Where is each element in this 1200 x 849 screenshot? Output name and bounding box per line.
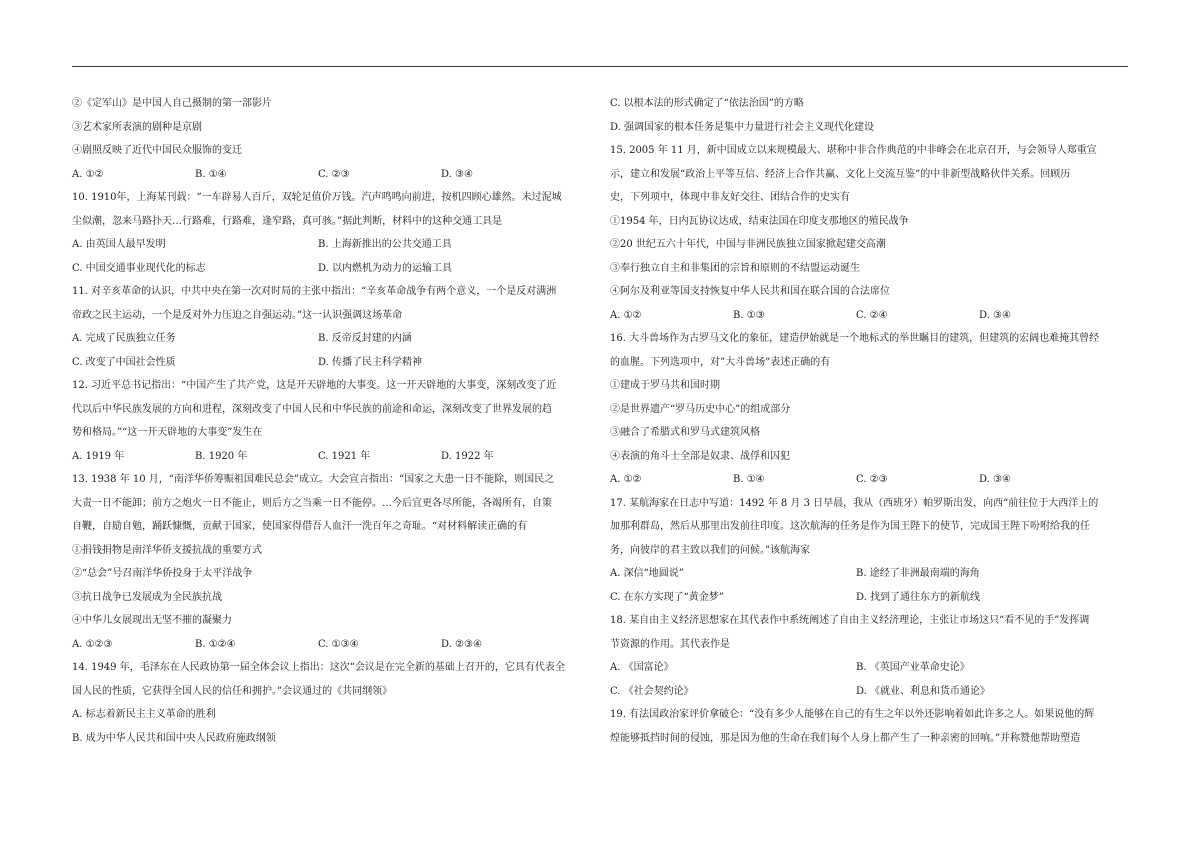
- answer-option: A. ①②③: [72, 638, 113, 650]
- answer-option: C. 1921 年: [318, 450, 371, 462]
- text-line: 16. 大斗兽场作为古罗马文化的象征，建造伊始就是一个地标式的举世瞩目的建筑，但建筑的宏阔也难掩其曾经: [610, 333, 1100, 344]
- text-line: C. 以根本法的形式确定了“依法治国”的方略: [610, 98, 804, 109]
- text-line: B. 成为中华人民共和国中央人民政府施政纲领: [72, 732, 276, 744]
- text-line: 10. 1910年，上海某刊载：“一车辟易人百斤，双轮足值价万钱。汽声鸣鸣向前进，按机四顾心雄然。未过泥城: [72, 192, 562, 203]
- answer-option: B. 1920 年: [195, 450, 248, 462]
- answer-option: A. ①②: [72, 168, 104, 180]
- text-line: 势和格局。”“这一开天辟地的大事变”发生在: [72, 427, 263, 438]
- text-line: 12. 习近平总书记指出：“中国产生了共产党，这是开天辟地的大事变。这一开天辟地的大事变，深刻改变了近: [72, 380, 557, 391]
- text-line: 史，下列项中，体现中非友好交往、团结合作的史实有: [610, 192, 850, 203]
- answer-options: [610, 656, 1130, 680]
- answer-option: D. ③④: [979, 474, 1011, 485]
- text-line: 19. 有法国政治家评价拿破仑：“没有多少人能够在自己的有生之年以外还影响着如此许多之人。如果说他的辉: [610, 709, 1095, 720]
- answer-option: B. 《英国产业革命史论》: [856, 662, 970, 673]
- answer-option: D. 《就业、利息和货币通论》: [856, 685, 991, 697]
- answer-option: C. ②④: [856, 309, 888, 321]
- text-line: 大责一日不能卸；前方之炮火一日不能止，则后方之当乘一日不能停。…今后宜更各尽所能，各竭所有，自策: [72, 497, 552, 509]
- text-line: 13. 1938 年 10 月，“南洋华侨筹赈祖国难民总会”成立。大会宣言指出：“国家之大患一日不能除，则国民之: [72, 474, 555, 485]
- answer-options: [610, 586, 1130, 610]
- answer-option: B. ①②④: [195, 638, 236, 650]
- text-line: ④剧照反映了近代中国民众服饰的变迁: [72, 145, 242, 156]
- answer-options: [72, 163, 592, 187]
- header-rule: [72, 66, 1128, 67]
- answer-option: B. 反帝反封建的内涵: [318, 333, 412, 344]
- answer-option: A. ①②: [610, 474, 642, 485]
- answer-options: [610, 562, 1130, 586]
- text-line: 的血腥。下列选项中，对”大斗兽场”表述正确的有: [610, 356, 831, 368]
- answer-option: D. 找到了通往东方的新航线: [856, 591, 981, 603]
- answer-option: D. 传播了民主科学精神: [318, 356, 423, 368]
- text-line: 11. 对辛亥革命的认识，中共中央在第一次对时局的主张中指出：“辛亥革命战争有两个意义，一个是反对满洲: [72, 286, 557, 297]
- text-line: 14. 1949 年，毛泽东在人民政协第一届全体会议上指出：这次“会议是在完全新的基础上召开的，它具有代表全: [72, 662, 565, 673]
- answer-option: B. ①③: [733, 309, 765, 321]
- answer-option: A. 完成了民族独立任务: [72, 333, 176, 344]
- text-line: ①捐钱捐物是南洋华侨支援抗战的重要方式: [72, 544, 262, 556]
- answer-option: C. 改变了中国社会性质: [72, 356, 176, 368]
- answer-option: C. 中国交通事业现代化的标志: [72, 262, 206, 274]
- text-line: 尘似潮，忽来马路扑天…行路难，行路难，逢窄路，真可骇。”据此判断，材料中的这种交通工具是: [72, 215, 503, 227]
- text-line: 加那利群岛，然后从那里出发前往印度。这次航海的任务是作为国王陛下的使节，完成国王陛下吩咐给我的任: [610, 521, 1090, 532]
- text-line: D. 强调国家的根本任务是集中力量进行社会主义现代化建设: [610, 121, 875, 133]
- text-line: ③融合了希腊式和罗马式建筑风格: [610, 427, 760, 438]
- answer-option: C. 在东方实现了“黄金梦”: [610, 591, 724, 603]
- text-line: ③艺术家所表演的剧种是京剧: [72, 121, 202, 133]
- answer-option: D. ③④: [441, 168, 473, 180]
- text-line: 17. 某航海家在日志中写道：1492 年 8 月 3 日早晨，我从（西班牙）帕罗斯出发，向西“前往位于大西洋上的: [610, 497, 1099, 509]
- text-line: A. 标志着新民主主义革命的胜利: [72, 709, 216, 720]
- answer-option: C. ②③: [856, 474, 888, 485]
- answer-options: [72, 327, 592, 351]
- left-column: [72, 92, 592, 750]
- answer-options: [72, 233, 592, 257]
- answer-option: D. ②③④: [441, 638, 482, 650]
- text-line: 务，向彼岸的君主致以我们的问候。”该航海家: [610, 544, 811, 556]
- answer-option: B. ①④: [195, 168, 227, 180]
- text-line: 自鞭，自励自勉，踊跃慷慨，贡献于国家，使国家得借吾人血汗一洗百年之奇耻。“对材料解读正确的有: [72, 521, 528, 532]
- answer-option: A. 1919 年: [72, 450, 125, 462]
- text-line: 煌能够抵挡时间的侵蚀，那是因为他的生命在我们每个人身上都产生了一种亲密的回响。”并称赞他帮助塑造: [610, 732, 1081, 744]
- text-line: 示，建立和发展“政治上平等互信、经济上合作共赢、文化上交流互鉴”的中非新型战略伙伴关系。回顾历: [610, 168, 1071, 180]
- answer-option: B. ①④: [733, 474, 765, 485]
- answer-options: [610, 304, 1130, 328]
- answer-option: D. 1922 年: [441, 450, 494, 462]
- answer-option: C. ②③: [318, 168, 350, 180]
- text-line: ②是世界遗产“罗马历史中心”的组成部分: [610, 403, 791, 415]
- answer-option: A. 《国富论》: [610, 662, 674, 673]
- text-line: ③奉行独立自主和非集团的宗旨和原则的不结盟运动诞生: [610, 262, 860, 274]
- text-line: 代以后中华民族发展的方向和进程，深刻改变了中国人民和中华民族的前途和命运，深刻改变了世界发展的趋: [72, 403, 552, 415]
- answer-options: [72, 257, 592, 281]
- answer-options: [72, 445, 592, 469]
- answer-option: A. ①②: [610, 309, 642, 321]
- answer-options: [72, 633, 592, 657]
- text-line: 15. 2005 年 11 月，新中国成立以来规模最大、堪称中非合作典范的中非峰会在北京召开，与会领导人郑重宣: [610, 145, 1097, 156]
- text-line: ②《定军山》是中国人自己摄制的第一部影片: [72, 98, 272, 109]
- answer-options: [610, 468, 1130, 492]
- text-line: 国人民的性质，它获得全国人民的信任和拥护。”会议通过的《共同纲领》: [72, 685, 393, 697]
- answer-option: B. 上海新推出的公共交通工具: [318, 239, 452, 250]
- right-column: [610, 92, 1130, 750]
- text-line: 18. 某自由主义经济思想家在其代表作中系统阐述了自由主义经济理论，主张让市场这只“看不见的手”发挥调: [610, 615, 1090, 626]
- answer-option: B. 途经了非洲最南端的海角: [856, 568, 980, 579]
- text-line: ②20 世纪五六十年代，中国与非洲民族独立国家掀起建交高潮: [610, 239, 886, 250]
- text-line: ①建成于罗马共和国时期: [610, 380, 720, 391]
- text-line: ③抗日战争已发展成为全民族抗战: [72, 591, 222, 603]
- answer-option: C. ①③④: [318, 638, 359, 650]
- answer-option: D. ③④: [979, 309, 1011, 321]
- text-line: ①1954 年，日内瓦协议达成，结束法国在印度支那地区的殖民战争: [610, 215, 909, 227]
- answer-option: D. 以内燃机为动力的运输工具: [318, 262, 453, 274]
- answer-option: C. 《社会契约论》: [610, 685, 694, 697]
- text-line: ④中华儿女展现出无坚不摧的凝聚力: [72, 615, 232, 626]
- text-line: ②“总会”号召南洋华侨投身于太平洋战争: [72, 568, 253, 579]
- text-line: 帝政之民主运动，一个是反对外力压迫之自强运动。”这一认识强调这场革命: [72, 309, 403, 321]
- answer-option: A. 由英国人最早发明: [72, 239, 166, 250]
- text-line: ④阿尔及利亚等国支持恢复中华人民共和国在联合国的合法席位: [610, 286, 890, 297]
- answer-options: [72, 351, 592, 375]
- answer-options: [610, 680, 1130, 704]
- text-line: 节资源的作用。其代表作是: [610, 638, 730, 650]
- answer-option: A. 深信“地圆说”: [610, 568, 684, 579]
- text-line: ④表演的角斗士全部是奴隶、战俘和囚犯: [610, 450, 790, 462]
